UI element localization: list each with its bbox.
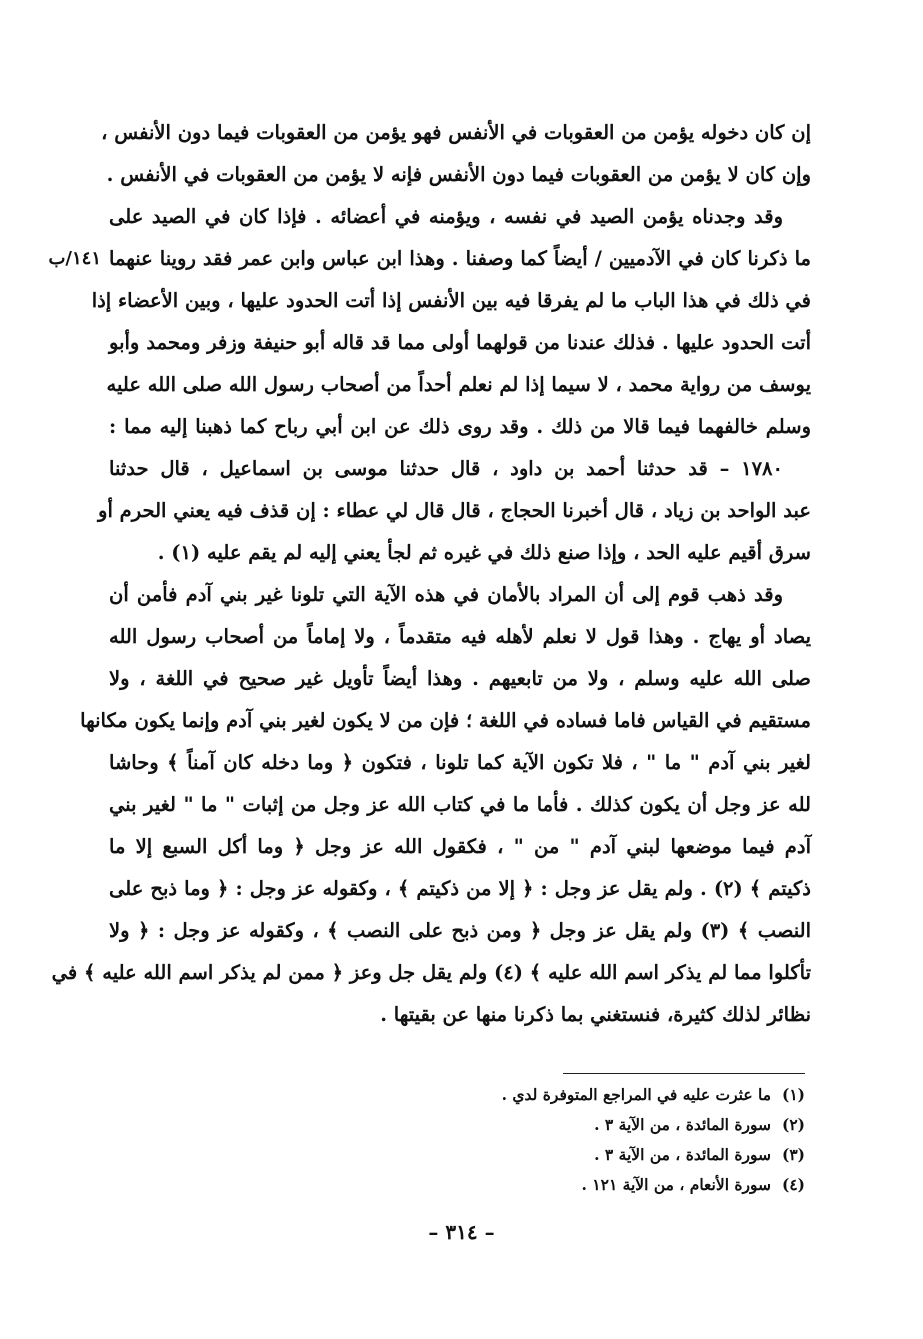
- body-line: ما ذكرنا كان في الآدميين / أيضاً كما وصفنا . وهذا ابن عباس وابن عمر فقد روينا عنهما: [109, 247, 811, 270]
- footnote-text: سورة المائدة ، من الآية ٣ .: [594, 1145, 771, 1164]
- body-line: في ذلك في هذا الباب ما لم يفرقا فيه بين الأنفس إذا أتت الحدود عليها ، وبين الأعضاء إذا: [91, 289, 811, 312]
- footnote-item: [305, 1170, 805, 1200]
- body-line: عبد الواحد بن زياد ، قال أخبرنا الحجاج ، قال قال لي عطاء : إن قذف فيه يعني الحرم أو: [98, 499, 811, 522]
- footnote-item: [305, 1110, 805, 1140]
- body-line: وقد وجدناه يؤمن الصيد في نفسه ، ويؤمنه في أعضائه . فإذا كان في الصيد على: [109, 205, 783, 228]
- footnote-item: [305, 1140, 805, 1170]
- body-line: النصب ﴾ (٣) ولم يقل عز وجل ﴿ ومن ذبح على النصب ﴾ ، وكقوله عز وجل : ﴿ ولا: [109, 919, 811, 942]
- body-line: يصاد أو يهاج . وهذا قول لا نعلم لأهله فيه متقدماً ، ولا إماماً من أصحاب رسول الله: [109, 625, 811, 648]
- margin-folio-note: ١٤١/ب: [48, 248, 101, 269]
- footnote-text: ما عثرت عليه في المراجع المتوفرة لدي .: [501, 1085, 771, 1104]
- footnote-number: (١): [781, 1085, 805, 1104]
- body-line: وإن كان لا يؤمن من العقوبات فيما دون الأنفس فإنه لا يؤمن من العقوبات في الأنفس .: [106, 163, 811, 186]
- footnote-number: (٤): [781, 1175, 805, 1194]
- footnote-text: سورة المائدة ، من الآية ٣ .: [594, 1115, 771, 1134]
- body-line: نظائر لذلك كثيرة، فنستغني بما ذكرنا منها عن بقيتها .: [380, 1003, 811, 1026]
- page-number: – ٣١٤ –: [428, 1220, 495, 1244]
- body-line: يوسف من رواية محمد ، لا سيما إذا لم نعلم أحداً من أصحاب رسول الله صلى الله عليه: [106, 373, 811, 396]
- body-line: لله عز وجل أن يكون كذلك . فأما ما في كتاب الله عز وجل من إثبات " ما " لغير بني: [109, 793, 811, 816]
- body-line: وسلم خالفهما فيما قالا من ذلك . وقد روى ذلك عن ابن أبي رباح كما ذهبنا إليه مما :: [109, 415, 811, 438]
- body-line: سرق أقيم عليه الحد ، وإذا صنع ذلك في غيره ثم لجأ يعني إليه لم يقم عليه (١) .: [157, 541, 811, 564]
- footnote-item: [305, 1080, 805, 1110]
- hadith-number-line: ١٧٨٠ – قد حدثنا أحمد بن داود ، قال حدثنا موسى بن اسماعيل ، قال حدثنا: [109, 457, 783, 480]
- body-line: وقد ذهب قوم إلى أن المراد بالأمان في هذه الآية التي تلونا غير بني آدم فأمن أن: [109, 583, 783, 606]
- footnote-number: (٣): [781, 1145, 805, 1164]
- body-line: تأكلوا مما لم يذكر اسم الله عليه ﴾ (٤) ولم يقل جل وعز ﴿ ممن لم يذكر اسم الله عليه ﴾ في: [51, 961, 811, 984]
- body-line: إن كان دخوله يؤمن من العقوبات في الأنفس فهو يؤمن من العقوبات فيما دون الأنفس ،: [101, 121, 811, 144]
- body-line: أتت الحدود عليها . فذلك عندنا من قولهما أولى مما قد قاله أبو حنيفة وزفر ومحمد وأبو: [109, 331, 811, 354]
- body-line: مستقيم في القياس فاما فساده في اللغة ؛ فإن من لا يكون لغير بني آدم وإنما يكون مكانها: [80, 709, 811, 732]
- footnotes: [305, 1080, 805, 1200]
- body-line: ذكيتم ﴾ (٢) . ولم يقل عز وجل : ﴿ إلا من ذكيتم ﴾ ، وكقوله عز وجل : ﴿ وما ذبح على: [109, 877, 811, 900]
- body-line: آدم فيما موضعها لبني آدم " من " ، فكقول الله عز وجل ﴿ وما أكل السبع إلا ما: [109, 835, 811, 858]
- footnote-text: سورة الأنعام ، من الآية ١٢١ .: [581, 1175, 771, 1194]
- footnote-number: (٢): [781, 1115, 805, 1134]
- footnote-divider: [563, 1073, 805, 1074]
- body-line: لغير بني آدم " ما " ، فلا تكون الآية كما تلونا ، فتكون ﴿ وما دخله كان آمناً ﴾ وحاشا: [109, 751, 811, 774]
- body-line: صلى الله عليه وسلم ، ولا من تابعيهم . وهذا أيضاً تأويل غير صحيح في اللغة ، ولا: [109, 667, 811, 690]
